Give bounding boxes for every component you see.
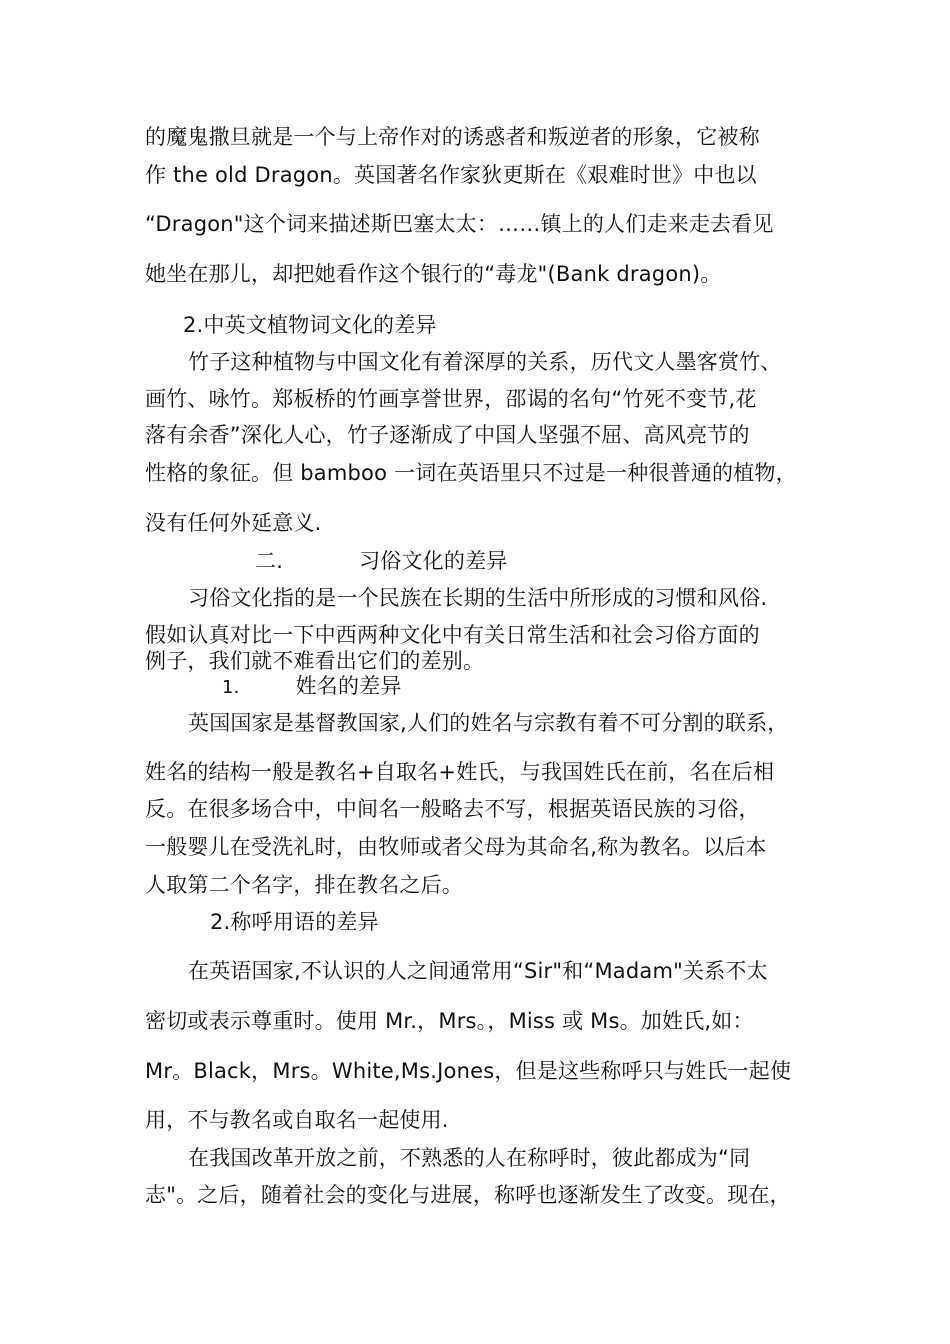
heading-number: 1. [222, 677, 240, 698]
text-line: 人取第二个名字，排在教名之后。 [145, 873, 463, 897]
text-line: 的魔鬼撒旦就是一个与上帝作对的诱惑者和叛逆者的形象，它被称 [145, 125, 760, 149]
text-line: 密切或表示尊重时。使用 Mr.，Mrs。，Miss 或 Ms。加姓氏,如： [145, 1009, 754, 1033]
section-heading-customs [255, 548, 507, 574]
text-line: 画竹、咏竹。郑板桥的竹画享誉世界，邵谒的名句“竹死不变节,花 [145, 387, 757, 411]
text-line: 反。在很多场合中，中间名一般略去不写，根据英语民族的习俗， [145, 797, 760, 821]
text-line: Mr。Black，Mrs。White,Ms.Jones，但是这些称呼只与姓氏一起使 [145, 1059, 792, 1083]
text-line: “Dragon"这个词来描述斯巴塞太太：……镇上的人们走来走去看见 [145, 212, 774, 236]
text-line: 性格的象征。但 bamboo 一词在英语里只不过是一种很普通的植物， [145, 461, 797, 485]
text-line: 她坐在那儿，却把她看作这个银行的“毒龙"(Bank dragon)。 [145, 262, 722, 286]
section-heading-plant: 2.中英文植物词文化的差异 [183, 313, 437, 337]
text-line: 姓名的结构一般是教名+自取名+姓氏，与我国姓氏在前，名在后相 [145, 760, 775, 784]
section-number: 二. [255, 549, 284, 573]
text-line: 竹子这种植物与中国文化有着深厚的关系，历代文人墨客赏竹、 [188, 350, 782, 374]
text-line: 没有任何外延意义. [145, 511, 322, 535]
text-line: 用，不与教名或自取名一起使用. [145, 1108, 449, 1132]
section-title: 习俗文化的差异 [359, 549, 508, 573]
text-line: 一般婴儿在受洗礼时，由牧师或者父母为其命名,称为教名。以后本 [145, 835, 767, 859]
text-line: 在我国改革开放之前，不熟悉的人在称呼时，彼此都成为“同 [188, 1146, 751, 1170]
text-line: 在英语国家,不认识的人之间通常用“Sir"和“Madam"关系不太 [188, 959, 768, 983]
text-line: 落有余香”深化人心，竹子逐渐成了中国人坚强不屈、高风亮节的 [145, 423, 750, 447]
text-line: 假如认真对比一下中西两种文化中有关日常生活和社会习俗方面的 [145, 623, 760, 647]
heading-title: 姓名的差异 [295, 674, 402, 698]
text-line: 习俗文化指的是一个民族在长期的生活中所形成的习惯和风俗. [188, 586, 768, 610]
text-line: 英国国家是基督教国家,人们的姓名与宗教有着不可分割的联系， [188, 711, 789, 735]
section-heading-address: 2.称呼用语的差异 [210, 910, 379, 934]
text-line: 志"。之后，随着社会的变化与进展，称呼也逐渐发生了改变。现在， [145, 1183, 791, 1207]
section-heading-names [222, 673, 402, 701]
text-line: 例子，我们就不难看出它们的差别。 [145, 649, 485, 673]
text-line: 作 the old Dragon。英国著名作家狄更斯在《艰难时世》中也以 [145, 163, 757, 187]
